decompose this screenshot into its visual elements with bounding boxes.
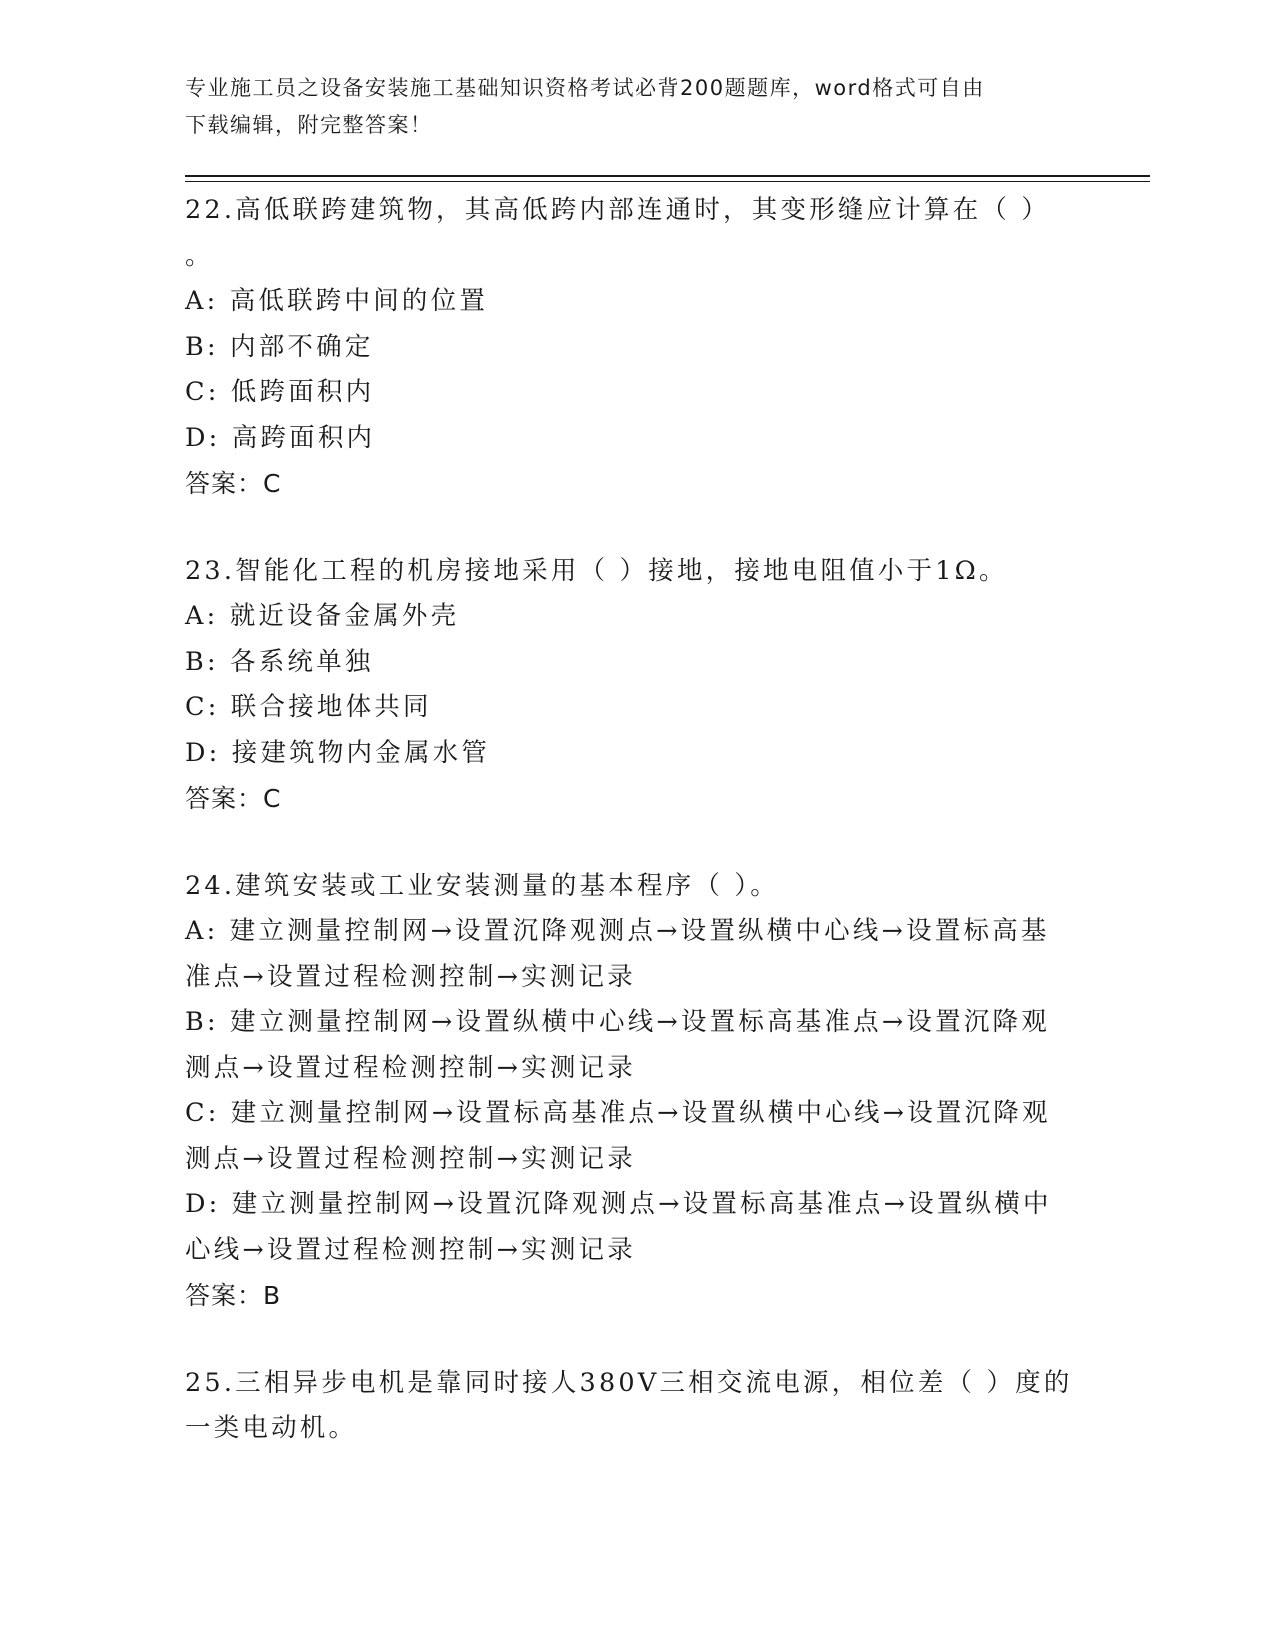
question-stem-line: 22.高低联跨建筑物，其高低跨内部连通时，其变形缝应计算在（ ） bbox=[185, 195, 1051, 225]
option-a-continued: 准点→设置过程检测控制→实测记录 bbox=[185, 961, 636, 992]
question-stem-line: 24.建筑安装或工业安装测量的基本程序（ ）。 bbox=[185, 870, 780, 901]
document-header bbox=[185, 70, 1065, 144]
question-stem-line: 23.智能化工程的机房接地采用（ ）接地，接地电阻值小于1Ω。 bbox=[185, 555, 1008, 586]
option-c: C: 联合接地体共同 bbox=[185, 692, 432, 722]
option-b: B: 各系统单独 bbox=[185, 646, 374, 677]
header-line-2: 下载编辑，附完整答案！ bbox=[185, 113, 433, 137]
option-a: A: 就近设备金属外壳 bbox=[185, 601, 460, 631]
answer-label: 答案：C bbox=[185, 469, 282, 498]
answer-label: 答案：C bbox=[185, 784, 282, 813]
option-d: D: 接建筑物内金属水管 bbox=[185, 737, 491, 768]
answer-label: 答案：B bbox=[185, 1281, 282, 1310]
option-c: C: 建立测量控制网→设置标高基准点→设置纵横中心线→设置沉降观 bbox=[185, 1098, 1051, 1128]
option-c-continued: 测点→设置过程检测控制→实测记录 bbox=[185, 1143, 636, 1174]
question-22 bbox=[185, 188, 1075, 507]
option-c: C: 低跨面积内 bbox=[185, 377, 375, 407]
question-25 bbox=[185, 1361, 1075, 1452]
question-24 bbox=[185, 864, 1075, 1319]
option-d-continued: 心线→设置过程检测控制→实测记录 bbox=[185, 1234, 636, 1265]
question-23 bbox=[185, 549, 1075, 822]
option-a: A: 建立测量控制网→设置沉降观测点→设置纵横中心线→设置标高基 bbox=[185, 916, 1050, 946]
option-b: B: 建立测量控制网→设置纵横中心线→设置标高基准点→设置沉降观 bbox=[185, 1007, 1050, 1037]
option-b: B: 内部不确定 bbox=[185, 331, 374, 362]
question-stem-line: 25.三相异步电机是靠同时接人380V三相交流电源，相位差（ ）度的 bbox=[185, 1367, 1073, 1398]
header-divider-thick bbox=[185, 175, 1150, 177]
option-d: D: 高跨面积内 bbox=[185, 422, 376, 453]
option-d: D: 建立测量控制网→设置沉降观测点→设置标高基准点→设置纵横中 bbox=[185, 1189, 1052, 1219]
header-divider-thin bbox=[185, 181, 1150, 182]
question-stem-line: 一类电动机。 bbox=[185, 1413, 358, 1443]
option-a: A: 高低联跨中间的位置 bbox=[185, 286, 489, 316]
question-list bbox=[185, 188, 1075, 1494]
option-b-continued: 测点→设置过程检测控制→实测记录 bbox=[185, 1052, 636, 1083]
question-stem-line: 。 bbox=[185, 240, 214, 271]
header-line-1: 专业施工员之设备安装施工基础知识资格考试必背200题题库，word格式可自由 bbox=[185, 76, 985, 100]
